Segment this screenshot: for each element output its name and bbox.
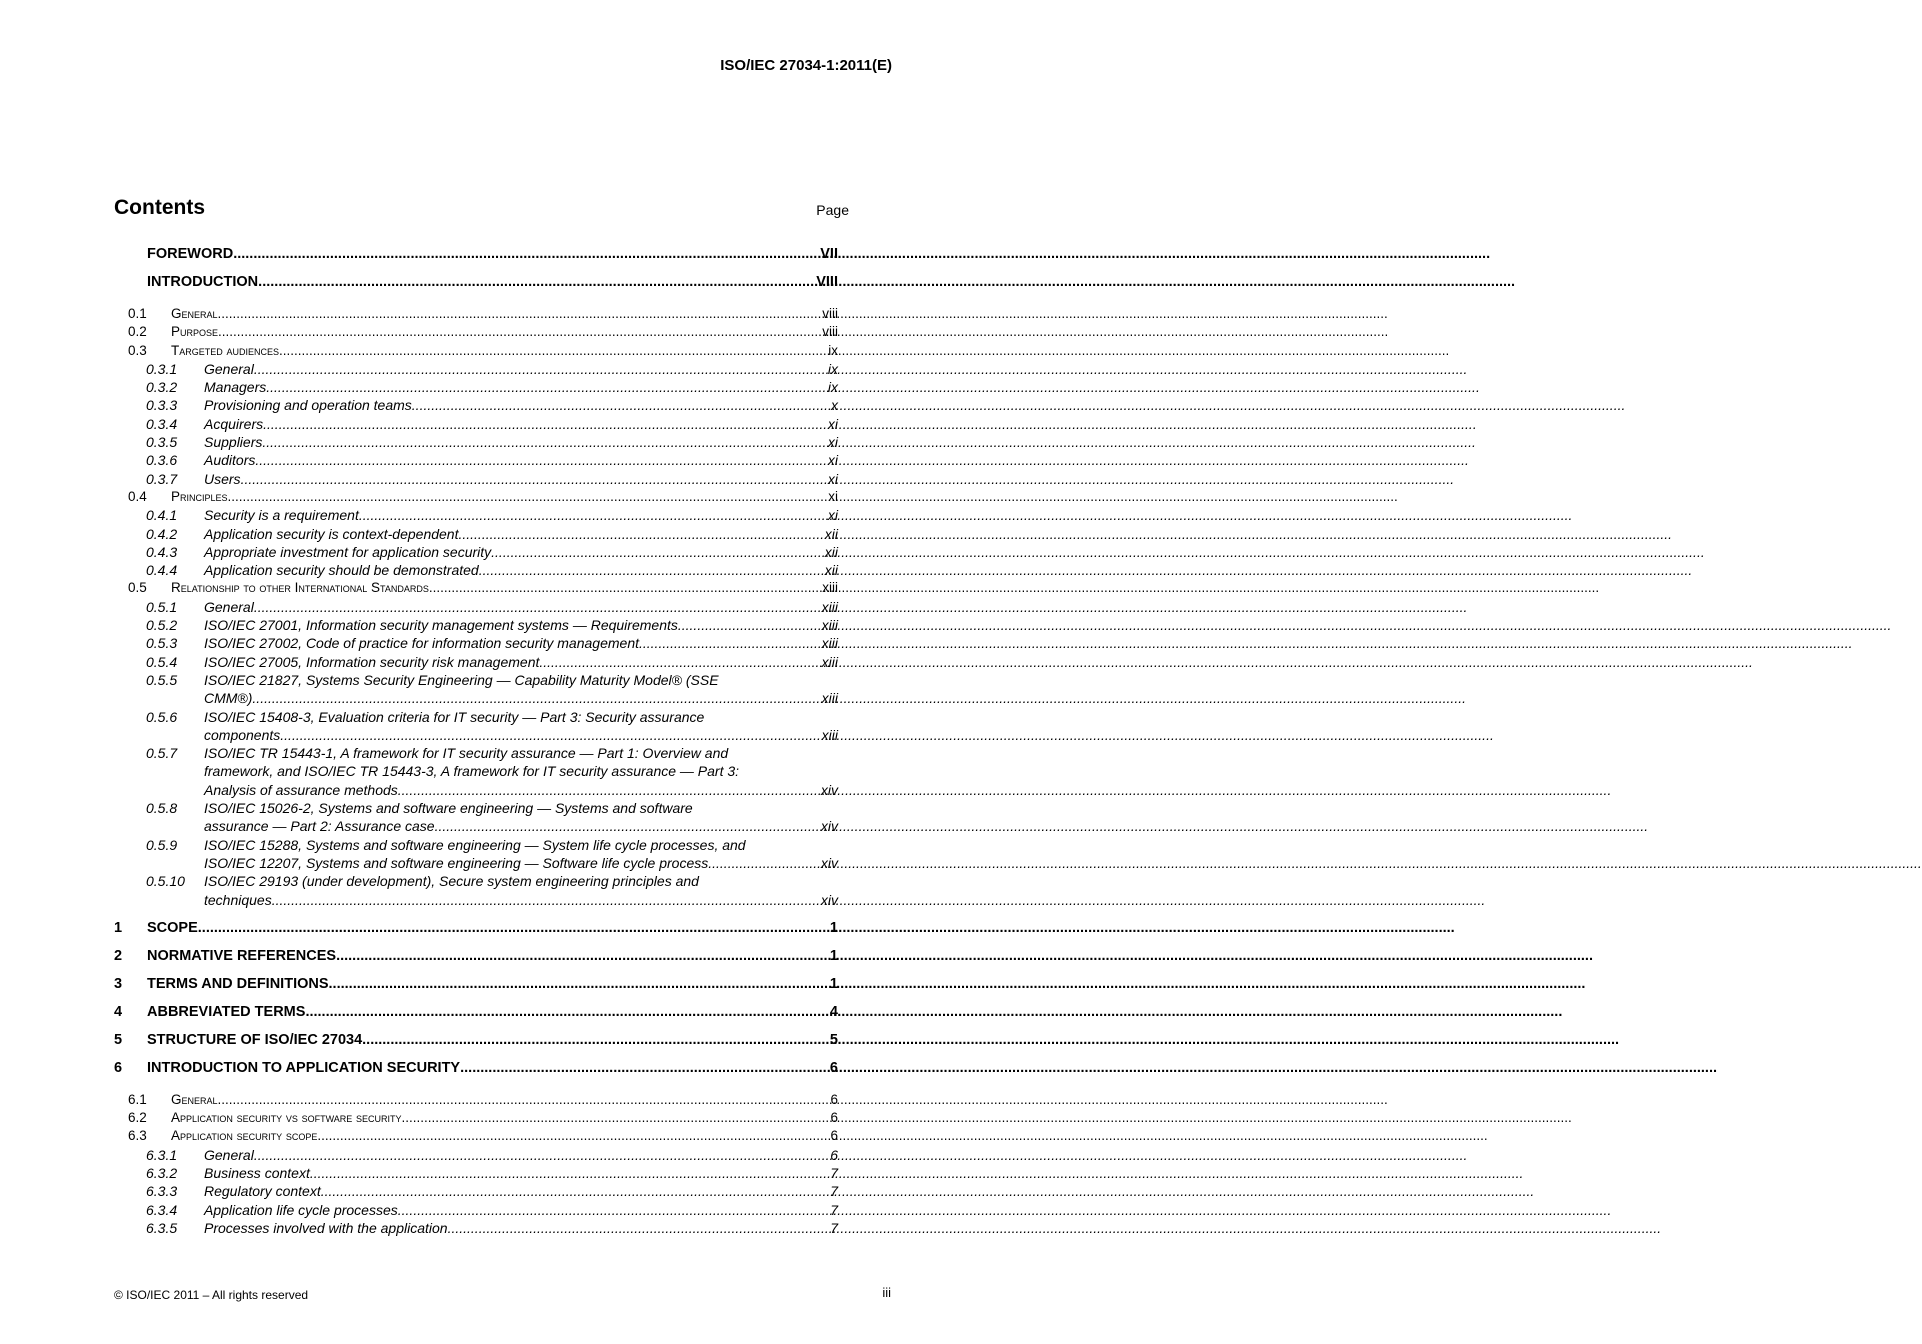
toc-entry-title: ISO/IEC 12207, Systems and software engineering — Software life cycle process: [204, 854, 709, 871]
toc-entry-number: 0.5.7: [146, 745, 178, 762]
toc-entry[interactable]: [114, 671, 838, 689]
toc-entry[interactable]: [114, 396, 838, 414]
toc-entry-title: Application security is context-dependent: [204, 525, 459, 542]
toc-entry-title: Purpose: [171, 324, 219, 340]
toc-entry-text: [146, 634, 639, 652]
toc-entry-title: Appropriate investment for application security: [204, 543, 492, 560]
toc-dot-leader: [255, 451, 827, 469]
page-number: iii: [882, 1285, 891, 1300]
toc-entry-title: Application security should be demonstrated: [204, 562, 479, 579]
toc-entry-title: ISO/IEC 21827, Systems Security Engineering — Capability Maturity Model® (SSE: [204, 671, 719, 688]
toc-entry-title: Analysis of assurance methods: [204, 781, 398, 798]
toc-dot-leader: [678, 616, 821, 634]
toc-entry-text: [204, 762, 739, 780]
toc-entry-text: [146, 1219, 448, 1237]
toc-entry-title: STRUCTURE OF ISO/IEC 27034: [147, 1031, 363, 1048]
toc-page-ref: VII: [820, 246, 838, 262]
toc-dot-leader: [262, 433, 827, 451]
toc-entry-text: [146, 543, 491, 561]
document-identifier: ISO/IEC 27034-1:2011(E): [720, 57, 892, 74]
toc-page-ref: x: [831, 397, 838, 414]
toc-page-ref: xiv: [820, 891, 838, 908]
toc-entry-title: Users: [204, 470, 241, 487]
toc-dot-leader: [228, 488, 828, 506]
toc-entry-title: Acquirers: [204, 415, 264, 432]
toc-entry[interactable]: [114, 836, 838, 854]
toc-entry[interactable]: [114, 1002, 838, 1030]
toc-entry[interactable]: [114, 1219, 838, 1237]
toc-entry-title: Security is a requirement: [204, 507, 359, 524]
toc-entry[interactable]: [114, 918, 838, 946]
toc-page-ref: 7: [830, 1164, 838, 1181]
toc-entry[interactable]: [114, 323, 838, 341]
toc-entry-text: [128, 579, 429, 597]
toc-page-ref: 1: [829, 919, 838, 936]
toc-entry-title: Managers: [204, 379, 267, 396]
toc-entry-title: INTRODUCTION TO APPLICATION SECURITY: [147, 1059, 461, 1076]
toc-entry-text: [114, 974, 329, 994]
toc-entry-number: 3: [114, 975, 123, 992]
toc-entry-number: 0.5: [128, 580, 147, 596]
toc-entry-title: Regulatory context: [204, 1183, 321, 1200]
toc-entry[interactable]: [114, 653, 838, 671]
toc-entry[interactable]: [114, 634, 838, 652]
toc-page-ref: 7: [830, 1201, 838, 1218]
toc-dot-leader: [241, 470, 827, 488]
toc-entry[interactable]: [114, 799, 838, 817]
toc-entry-number: 0.3.2: [146, 379, 178, 396]
toc-entry-number: 0.4.3: [146, 543, 178, 560]
toc-entry-title: Targeted audiences: [171, 342, 280, 358]
toc-entry-number: 6.3: [128, 1128, 147, 1144]
toc-entry-number: 6.3.2: [146, 1164, 178, 1181]
toc-entry-text: [146, 1182, 321, 1200]
toc-entry[interactable]: [114, 1164, 838, 1182]
toc-dot-leader: [402, 1109, 830, 1127]
toc-page-ref: xiv: [820, 818, 838, 835]
toc-dot-leader: [218, 323, 821, 341]
toc-dot-leader: [218, 305, 822, 323]
toc-entry-number: 2: [114, 947, 123, 964]
toc-page-ref: 1: [829, 947, 838, 964]
toc-dot-leader: [321, 1182, 829, 1200]
toc-dot-leader: [310, 1164, 829, 1182]
toc-page-ref: xi: [827, 452, 838, 469]
toc-page-ref: xi: [827, 415, 838, 432]
page-column-label: Page: [816, 202, 849, 218]
toc-entry-text: [128, 1109, 402, 1127]
toc-entry[interactable]: [114, 1030, 838, 1058]
toc-page-ref: xiv: [820, 781, 838, 798]
toc-page-ref: xiv: [820, 854, 838, 871]
toc-dot-leader: [398, 1201, 829, 1219]
toc-entry[interactable]: [114, 561, 838, 579]
toc-entry[interactable]: [114, 378, 838, 396]
toc-entry-number: 0.5.1: [146, 598, 178, 615]
toc-dot-leader: [362, 1030, 829, 1050]
toc-dot-leader: [305, 1002, 828, 1022]
toc-entry-title: Principles: [171, 488, 228, 504]
toc-entry-number: 0.3.3: [146, 397, 178, 414]
toc-entry-text: [128, 1091, 218, 1109]
toc-entry-title: General: [204, 598, 254, 615]
toc-entry[interactable]: [114, 488, 838, 506]
toc-entry-title: ISO/IEC 27005, Information security risk management: [204, 653, 540, 670]
toc-dot-leader: [460, 1058, 829, 1078]
toc-dot-leader: [317, 1127, 829, 1145]
toc-entry-text: [146, 561, 479, 579]
toc-dot-leader: [458, 525, 823, 543]
toc-entry-title: Application life cycle processes: [204, 1201, 398, 1218]
toc-entry-title: Auditors: [204, 452, 256, 469]
toc-entry-text: [114, 1058, 460, 1078]
toc-dot-leader: [280, 726, 820, 744]
toc-entry-text: [204, 689, 252, 707]
toc-page-ref: xi: [827, 507, 838, 524]
toc-entry[interactable]: [114, 598, 838, 616]
toc-entry-number: 0.4: [128, 488, 147, 504]
toc-entry-number: 0.5.9: [146, 836, 178, 853]
toc-entry-text: [146, 836, 746, 854]
toc-entry-number: 0.5.5: [146, 671, 178, 688]
toc-page-ref: 6: [830, 1128, 838, 1144]
toc-entry-title: FOREWORD: [147, 246, 234, 262]
toc-entry-title: ABBREVIATED TERMS: [147, 1003, 306, 1020]
toc-entry-title: General: [204, 1146, 254, 1163]
toc-entry-number: 1: [114, 919, 123, 936]
toc-page-ref: 6: [830, 1110, 838, 1126]
toc-entry-text: [146, 525, 458, 543]
toc-entry-text: [146, 451, 255, 469]
toc-page-ref: 1: [829, 975, 838, 992]
table-of-contents: [114, 244, 838, 1237]
toc-entry-text: [146, 1201, 398, 1219]
toc-entry-text: [146, 396, 412, 414]
toc-entry[interactable]: [114, 305, 838, 323]
toc-entry[interactable]: [114, 1091, 838, 1109]
toc-entry-title: SCOPE: [147, 919, 198, 936]
toc-entry-text: [146, 671, 719, 689]
toc-dot-leader: [272, 891, 820, 909]
toc-entry[interactable]: [114, 470, 838, 488]
toc-entry[interactable]: [114, 579, 838, 597]
toc-page-ref: xi: [828, 488, 838, 504]
toc-dot-leader: [336, 946, 829, 966]
toc-entry-number: 6.2: [128, 1110, 147, 1126]
toc-entry-text: [204, 726, 280, 744]
toc-entry-number: 6.3.4: [146, 1201, 178, 1218]
toc-dot-leader: [479, 561, 824, 579]
toc-entry-text: [146, 415, 263, 433]
toc-dot-leader: [198, 918, 829, 938]
toc-entry[interactable]: [114, 974, 838, 1002]
toc-entry-number: 0.5.4: [146, 653, 178, 670]
toc-entry[interactable]: [114, 708, 838, 726]
toc-dot-leader: [359, 506, 827, 524]
toc-entry-title: ISO/IEC 15288, Systems and software engineering — System life cycle processes, and: [204, 836, 746, 853]
toc-entry-title: ISO/IEC 15408-3, Evaluation criteria for IT security — Part 3: Security assurance: [204, 708, 705, 725]
page-title: Contents: [114, 196, 205, 219]
toc-dot-leader: [279, 342, 827, 360]
toc-entry-number: 0.3.7: [146, 470, 178, 487]
toc-entry-title: ISO/IEC 15026-2, Systems and software engineering — Systems and software: [204, 800, 693, 817]
toc-entry-title: ISO/IEC 27001, Information security management systems — Requirements: [204, 617, 678, 634]
toc-entry-number: 0.3.5: [146, 434, 178, 451]
toc-entry-number: 4: [114, 1003, 123, 1020]
toc-entry-number: 0.5.8: [146, 800, 178, 817]
toc-entry[interactable]: [114, 946, 838, 974]
toc-entry-text: [146, 1146, 254, 1164]
toc-entry-title: INTRODUCTION: [147, 274, 259, 290]
toc-entry[interactable]: [114, 342, 838, 360]
toc-entry[interactable]: [114, 1058, 838, 1086]
toc-entry-text: [146, 616, 678, 634]
toc-entry-title: ISO/IEC TR 15443-1, A framework for IT security assurance — Part 1: Overview and: [204, 745, 729, 762]
toc-entry-text: [146, 799, 693, 817]
toc-page-ref: xii: [824, 543, 838, 560]
toc-entry-number: 5: [114, 1031, 123, 1048]
toc-entry-text: [204, 891, 272, 909]
toc-dot-leader: [329, 974, 829, 994]
copyright-notice: © ISO/IEC 2011 – All rights reserved: [114, 1288, 309, 1302]
toc-entry-text: [146, 378, 266, 396]
toc-entry-text: [128, 323, 218, 341]
toc-dot-leader: [254, 1146, 829, 1164]
toc-dot-leader: [448, 1219, 830, 1237]
toc-entry-number: 6.1: [128, 1091, 147, 1107]
toc-entry-title: General: [171, 306, 218, 321]
toc-entry-text: [114, 244, 233, 264]
toc-entry-number: 0.4.4: [146, 562, 178, 579]
toc-page-ref: 5: [829, 1031, 838, 1048]
toc-entry-number: 6.3.1: [146, 1146, 178, 1163]
toc-entry-continuation[interactable]: [114, 817, 838, 835]
toc-entry-number: 0.4.1: [146, 507, 178, 524]
toc-dot-leader: [254, 360, 827, 378]
toc-entry-title: CMM®): [204, 690, 253, 707]
toc-entry[interactable]: [114, 415, 838, 433]
toc-entry-text: [146, 872, 699, 890]
toc-entry-title: General: [204, 360, 254, 377]
toc-page-ref: xiii: [822, 580, 838, 596]
toc-entry-number: 0.4.2: [146, 525, 178, 542]
toc-dot-leader: [266, 378, 827, 396]
toc-entry-title: TERMS AND DEFINITIONS: [147, 975, 329, 992]
toc-page-ref: xiii: [821, 598, 838, 615]
toc-dot-leader: [708, 854, 820, 872]
toc-page-ref: xii: [824, 562, 838, 579]
toc-entry-title: components: [204, 726, 281, 743]
toc-entry-title: General: [171, 1091, 218, 1107]
toc-entry-title: framework, and ISO/IEC TR 15443-3, A framework for IT security assurance — Part 3:: [204, 763, 740, 780]
toc-entry-text: [204, 854, 708, 872]
toc-entry-text: [146, 653, 539, 671]
toc-entry-number: 0.3.6: [146, 452, 178, 469]
toc-page-ref: xiii: [821, 635, 838, 652]
toc-page-ref: xiii: [821, 726, 838, 743]
toc-entry-text: [146, 744, 728, 762]
toc-entry-title: ISO/IEC 27002, Code of practice for information security management: [204, 635, 639, 652]
toc-entry-title: Processes involved with the application: [204, 1219, 448, 1236]
toc-page-ref: 7: [830, 1183, 838, 1200]
toc-entry[interactable]: [114, 451, 838, 469]
toc-entry-text: [128, 488, 228, 506]
toc-dot-leader: [254, 598, 821, 616]
toc-entry-text: [114, 946, 336, 966]
toc-entry-text: [146, 1164, 310, 1182]
toc-entry[interactable]: [114, 1182, 838, 1200]
toc-entry-title: Application security scope: [171, 1128, 318, 1144]
toc-page-ref: xi: [827, 470, 838, 487]
toc-entry[interactable]: [114, 506, 838, 524]
toc-entry-title: Application security vs software security: [171, 1110, 402, 1126]
toc-dot-leader: [491, 543, 824, 561]
toc-entry[interactable]: [114, 433, 838, 451]
toc-page-ref: xii: [824, 525, 838, 542]
toc-page-ref: VIII: [816, 274, 838, 290]
toc-entry-text: [204, 781, 398, 799]
toc-entry[interactable]: [114, 272, 838, 300]
toc-entry-title: Provisioning and operation teams: [204, 397, 412, 414]
toc-dot-leader: [258, 272, 815, 292]
toc-entry-text: [128, 342, 279, 360]
toc-page-ref: ix: [827, 360, 838, 377]
toc-dot-leader: [218, 1091, 830, 1109]
toc-entry-continuation[interactable]: [114, 762, 838, 780]
toc-entry[interactable]: [114, 543, 838, 561]
toc-entry-text: [146, 433, 262, 451]
toc-entry-title: Business context: [204, 1164, 310, 1181]
toc-page-ref: 4: [829, 1003, 838, 1020]
toc-page-ref: xiii: [821, 617, 838, 634]
toc-entry-number: 0.3: [128, 342, 147, 358]
toc-entry-text: [146, 470, 241, 488]
toc-dot-leader: [435, 817, 820, 835]
toc-page-ref: 7: [830, 1219, 838, 1236]
toc-entry-text: [114, 272, 258, 292]
toc-entry-title: Relationship to other International Standards: [171, 580, 429, 596]
toc-entry-title: NORMATIVE REFERENCES: [147, 947, 337, 964]
toc-entry[interactable]: [114, 525, 838, 543]
toc-dot-leader: [233, 244, 819, 264]
toc-entry-text: [114, 1002, 305, 1022]
toc-entry-text: [204, 817, 435, 835]
toc-dot-leader: [429, 579, 821, 597]
toc-entry-title: Suppliers: [204, 434, 263, 451]
toc-page-ref: viii: [822, 324, 838, 340]
toc-entry-text: [128, 1127, 317, 1145]
toc-entry-number: 0.3.1: [146, 360, 178, 377]
toc-entry-number: 0.5.3: [146, 635, 178, 652]
toc-entry[interactable]: [114, 1146, 838, 1164]
toc-entry[interactable]: [114, 1109, 838, 1127]
toc-page-ref: 6: [830, 1091, 838, 1107]
toc-entry-continuation[interactable]: [114, 854, 838, 872]
toc-entry-continuation[interactable]: [114, 689, 838, 707]
toc-entry-number: 6.3.3: [146, 1183, 178, 1200]
toc-entry[interactable]: [114, 872, 838, 890]
toc-dot-leader: [398, 781, 820, 799]
toc-entry-number: 0.5.6: [146, 708, 178, 725]
toc-entry-title: assurance — Part 2: Assurance case: [204, 818, 435, 835]
toc-entry-title: ISO/IEC 29193 (under development), Secure system engineering principles and: [204, 873, 699, 890]
toc-dot-leader: [412, 396, 830, 414]
toc-page-ref: xi: [827, 434, 838, 451]
toc-entry[interactable]: [114, 1201, 838, 1219]
toc-entry[interactable]: [114, 244, 838, 272]
toc-entry-text: [146, 360, 254, 378]
toc-page-ref: xiii: [821, 653, 838, 670]
toc-entry[interactable]: [114, 1127, 838, 1145]
toc-dot-leader: [252, 689, 820, 707]
toc-entry-text: [146, 708, 704, 726]
toc-entry-number: 6: [114, 1059, 123, 1076]
toc-entry-continuation[interactable]: [114, 726, 838, 744]
toc-entry-continuation[interactable]: [114, 781, 838, 799]
toc-page-ref: viii: [822, 306, 838, 321]
toc-entry-number: 0.5.2: [146, 617, 178, 634]
toc-entry-text: [114, 918, 198, 938]
toc-entry[interactable]: [114, 744, 838, 762]
toc-entry-title: techniques: [204, 891, 272, 908]
toc-entry-number: 0.3.4: [146, 415, 178, 432]
toc-entry-text: [146, 506, 359, 524]
toc-entry-text: [146, 598, 254, 616]
toc-page-ref: ix: [828, 342, 838, 358]
toc-entry-number: 0.5.10: [146, 873, 185, 890]
toc-entry-number: 6.3.5: [146, 1219, 178, 1236]
toc-entry-text: [114, 1030, 362, 1050]
toc-dot-leader: [639, 634, 821, 652]
toc-page-ref: 6: [829, 1059, 838, 1076]
toc-page-ref: 6: [830, 1146, 838, 1163]
toc-entry[interactable]: [114, 616, 838, 634]
toc-entry[interactable]: [114, 360, 838, 378]
toc-page-ref: xiii: [821, 690, 838, 707]
toc-entry-text: [128, 305, 218, 323]
toc-dot-leader: [539, 653, 820, 671]
toc-entry-continuation[interactable]: [114, 891, 838, 909]
toc-page-ref: ix: [827, 379, 838, 396]
toc-entry-number: 0.2: [128, 324, 147, 340]
toc-dot-leader: [263, 415, 827, 433]
toc-entry-number: 0.1: [128, 306, 147, 321]
